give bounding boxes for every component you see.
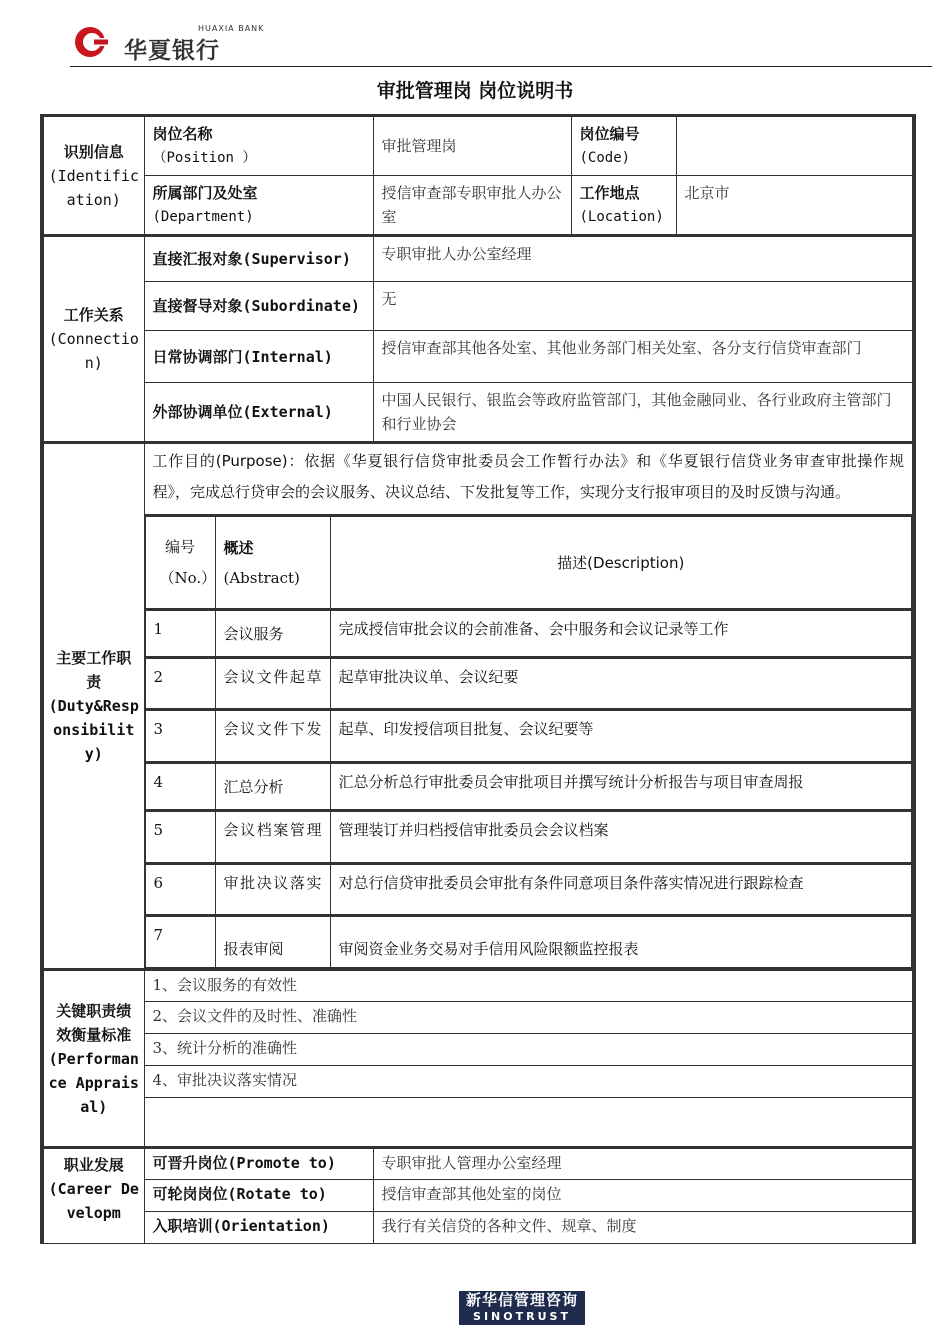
duty-row bbox=[145, 610, 912, 658]
duties-section-label bbox=[42, 443, 144, 970]
duty-row bbox=[145, 763, 912, 811]
duties-section-cn: 主要工作职责 bbox=[56, 649, 132, 691]
duty-no: 6 bbox=[145, 864, 215, 916]
position-label-cn: 岗位名称 bbox=[152, 125, 213, 143]
position-label bbox=[144, 116, 373, 176]
duty-no: 2 bbox=[145, 658, 215, 710]
duty-row bbox=[145, 864, 912, 916]
identification-section-cn: 识别信息 bbox=[63, 142, 124, 161]
supervisor-label: 直接汇报对象(Supervisor) bbox=[144, 236, 373, 282]
col-header-abstract bbox=[215, 516, 330, 610]
duty-no: 5 bbox=[145, 811, 215, 864]
kpi-item: 3、统计分析的准确性 bbox=[144, 1034, 914, 1066]
career-section-cn: 职业发展 bbox=[63, 1156, 124, 1174]
code-label-en: (Code) bbox=[579, 150, 631, 166]
location-label-cn: 工作地点 bbox=[579, 184, 640, 202]
duty-abstract: 报表审阅 bbox=[215, 916, 330, 968]
duty-description: 审阅资金业务交易对手信用风险限额监控报表 bbox=[330, 916, 912, 968]
purpose-block bbox=[145, 444, 913, 514]
kpi-item: 4、审批决议落实情况 bbox=[144, 1066, 914, 1098]
department-label-en: (Department) bbox=[152, 209, 254, 225]
subordinate-label: 直接督导对象(Subordinate) bbox=[144, 282, 373, 331]
duty-description: 起草、印发授信项目批复、会议纪要等 bbox=[330, 710, 912, 763]
duty-row bbox=[145, 916, 912, 968]
duties-content bbox=[144, 443, 914, 970]
duty-row bbox=[145, 658, 912, 710]
department-label-cn: 所属部门及处室 bbox=[152, 184, 258, 202]
page-header bbox=[70, 20, 932, 67]
supervisor-value: 专职审批人办公室经理 bbox=[373, 236, 914, 282]
orientation-label: 入职培训(Orientation) bbox=[144, 1212, 373, 1244]
career-section-en: (Career Developm bbox=[48, 1180, 139, 1222]
career-section-label bbox=[42, 1148, 144, 1244]
duty-description: 对总行信贷审批委员会审批有条件同意项目条件落实情况进行跟踪检查 bbox=[330, 864, 912, 916]
document-title: 审批管理岗 岗位说明书 bbox=[376, 80, 574, 102]
duties-table bbox=[145, 514, 913, 968]
external-label: 外部协调单位(External) bbox=[144, 383, 373, 443]
code-label bbox=[571, 116, 676, 176]
col-header-abstract-en: (Abstract) bbox=[223, 568, 300, 587]
duty-description: 汇总分析总行审批委员会审批项目并撰写统计分析报告与项目审查周报 bbox=[330, 763, 912, 811]
duty-abstract: 汇总分析 bbox=[215, 763, 330, 811]
purpose-label: 工作目的(Purpose)： bbox=[152, 452, 305, 470]
bank-name-cn: 华夏银行 bbox=[124, 38, 220, 64]
duty-row bbox=[145, 811, 912, 864]
sinotrust-logo bbox=[459, 1291, 585, 1325]
relations-section-cn: 工作关系 bbox=[63, 306, 124, 324]
footer-logo-cn: 新华信管理咨询 bbox=[465, 1291, 578, 1309]
rotate-label: 可轮岗岗位(Rotate to) bbox=[144, 1180, 373, 1212]
duty-no: 3 bbox=[145, 710, 215, 763]
duty-description: 管理装订并归档授信审批委员会会议档案 bbox=[330, 811, 912, 864]
duty-row bbox=[145, 710, 912, 763]
subordinate-value: 无 bbox=[373, 282, 914, 331]
purpose-text: 依据《华夏银行信贷审批委员会工作暂行办法》和《华夏银行信贷业务审查审批操作规程》，完成总行贷审会的会议服务、决议总结、下发批复等工作，实现分支行报审项目的及时反馈与沟通。 bbox=[152, 452, 904, 501]
duty-no: 4 bbox=[145, 763, 215, 811]
identification-section-en: (Identification) bbox=[48, 166, 139, 209]
location-label-en: (Location) bbox=[579, 209, 664, 225]
external-value: 中国人民银行、银监会等政府监管部门，其他金融同业、各行业政府主管部门和行业协会 bbox=[373, 383, 914, 443]
department-label bbox=[144, 176, 373, 236]
duty-no: 1 bbox=[145, 610, 215, 658]
relations-section-label bbox=[42, 236, 144, 443]
promote-label: 可晋升岗位(Promote to) bbox=[144, 1148, 373, 1180]
position-label-en: （Position ） bbox=[152, 150, 257, 166]
duty-description: 起草审批决议单、会议纪要 bbox=[330, 658, 912, 710]
footer-logo-en: SINOTRUST bbox=[473, 1310, 571, 1323]
col-header-description: 描述(Description) bbox=[330, 516, 912, 610]
duty-description: 完成授信审批会议的会前准备、会中服务和会议记录等工作 bbox=[330, 610, 912, 658]
code-value bbox=[676, 116, 914, 176]
promote-value: 专职审批人管理办公室经理 bbox=[373, 1148, 914, 1180]
department-value: 授信审查部专职审批人办公室 bbox=[373, 176, 571, 236]
kpi-section-label bbox=[42, 970, 144, 1148]
location-value: 北京市 bbox=[676, 176, 914, 236]
orientation-value: 我行有关信贷的各种文件、规章、制度 bbox=[373, 1212, 914, 1244]
identification-section-label bbox=[42, 116, 144, 236]
rotate-value: 授信审查部其他处室的岗位 bbox=[373, 1180, 914, 1212]
job-description-table bbox=[40, 114, 916, 1244]
internal-label: 日常协调部门(Internal) bbox=[144, 331, 373, 383]
duty-abstract: 会议文件起草 bbox=[215, 658, 330, 710]
duties-section-en: (Duty&Responsibility) bbox=[48, 697, 139, 763]
kpi-empty-row bbox=[144, 1098, 914, 1148]
duty-abstract: 会议档案管理 bbox=[215, 811, 330, 864]
kpi-item: 2、会议文件的及时性、准确性 bbox=[144, 1002, 914, 1034]
col-header-abstract-cn: 概述 bbox=[223, 538, 254, 557]
kpi-item: 1、会议服务的有效性 bbox=[144, 970, 914, 1002]
position-value: 审批管理岗 bbox=[373, 116, 571, 176]
code-label-cn: 岗位编号 bbox=[579, 125, 640, 143]
duty-abstract: 会议文件下发 bbox=[215, 710, 330, 763]
relations-section-en: (Connection) bbox=[48, 330, 139, 372]
kpi-section-cn: 关键职责绩效衡量标准 bbox=[56, 1001, 132, 1044]
bank-name-en: HUAXIA BANK bbox=[198, 24, 265, 33]
duty-abstract: 审批决议落实 bbox=[215, 864, 330, 916]
huaxia-bank-logo-icon bbox=[70, 24, 118, 60]
duty-no: 7 bbox=[145, 916, 215, 968]
location-label bbox=[571, 176, 676, 236]
kpi-section-en: (Performance Appraisal) bbox=[48, 1049, 139, 1116]
internal-value: 授信审查部其他各处室、其他业务部门相关处室、各分支行信贷审查部门 bbox=[373, 331, 914, 383]
duty-abstract: 会议服务 bbox=[215, 610, 330, 658]
col-header-no: 编号（No.） bbox=[145, 516, 215, 610]
